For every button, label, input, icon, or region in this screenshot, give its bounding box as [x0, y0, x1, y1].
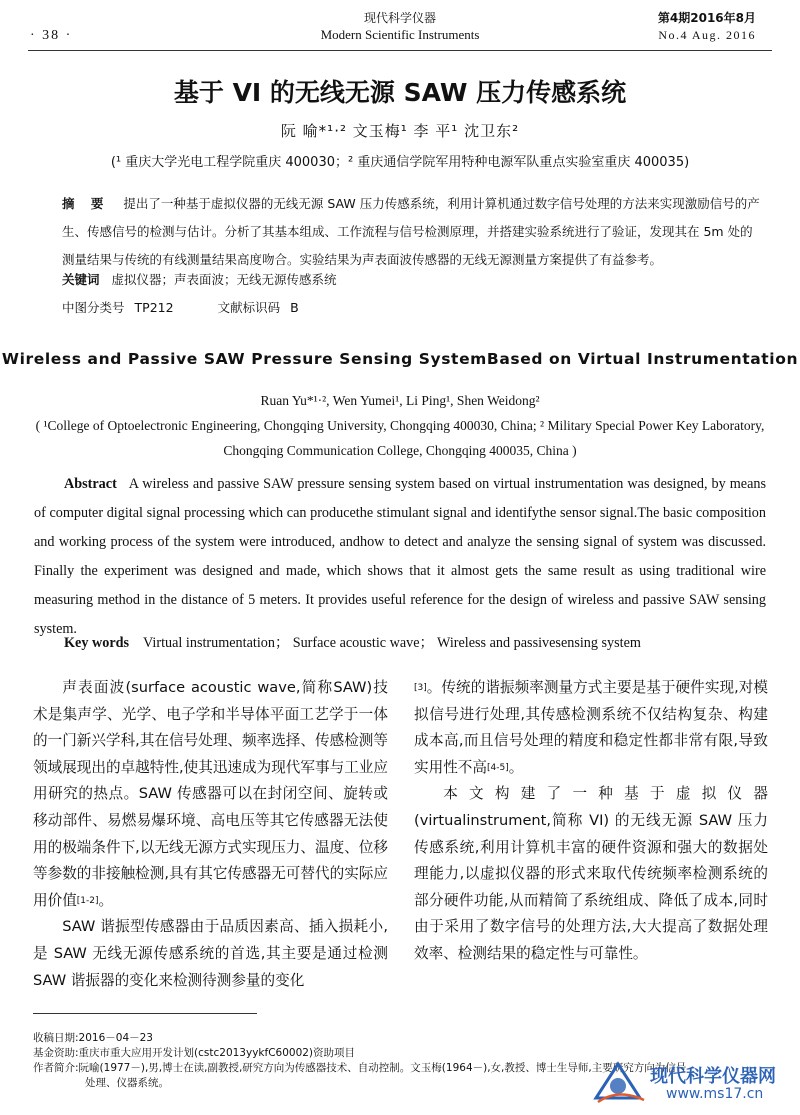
keywords-cn-text: 虚拟仪器；声表面波；无线无源传感系统 [111, 272, 337, 287]
classification-value: TP212 [134, 300, 174, 315]
body-text: 。传统的谐振频率测量方式主要是基于硬件实现,对模拟信号进行处理,其传感检测系统不仅结构复杂、构建成本高,而且信号处理的精度和稳定性都非常有限,导致实用性不高 [414, 679, 768, 776]
body-paragraph [414, 675, 768, 781]
keywords-cn-label: 关键词 [62, 272, 100, 287]
body-text: 本文构建了一种基于虚拟仪器(virtualinstrument,简称 VI) 的无线无源 SAW 压力传感系统,利用计算机丰富的硬件资源和强大的数据处理能力,以虚拟仪器的形式来取代传统频率检测系统的部分硬件功能,从而精简了系统组成、降低了成本,同时由于采用了数字信号的处理方法,大大提高了数据处理效率、检测结果的稳定性与可靠性。 [414, 785, 768, 962]
classification-cn [62, 298, 299, 316]
document-code-label: 文献标识码 [217, 300, 281, 315]
keywords-cn [62, 270, 337, 288]
keywords-en-label: Key words [64, 635, 130, 651]
body-paragraph [33, 914, 388, 994]
affiliation-cn: (¹ 重庆大学光电工程学院重庆 400030；² 重庆通信学院军用特种电源军队重点实验室重庆 400035) [110, 155, 690, 170]
abstract-cn-text: 提出了一种基于虚拟仪器的无线无源 SAW 压力传感系统，利用计算机通过数字信号处理的方法来实现激励信号的产生、传感信号的检测与估计。分析了其基本组成、工作流程与信号检测原理，并搭建实验系统进行了验证，发现其在 5m 处的测量结果与传统的有线测量结果高度吻合。实验结果为声表面波传感器的无线无源测量方案提供了有益参考。 [62, 196, 760, 267]
affiliation-en-line-1: ( ¹College of Optoelectronic Engineering, Chongqing University, Chongqing 400030, China; ² Military Special Power Key Laboratory, [35, 418, 765, 433]
journal-name-en: Modern Scientific Instruments [320, 27, 480, 42]
watermark-name: 现代科学仪器网 [650, 1066, 776, 1087]
abstract-en [34, 470, 766, 644]
citation: [1-2] [76, 895, 99, 906]
page-number: · 38 · [30, 28, 73, 43]
header-rule [28, 50, 772, 51]
abstract-cn-label: 摘 要 [62, 196, 110, 211]
watermark-url: www.ms17.cn [666, 1086, 764, 1102]
keywords-en [64, 632, 641, 652]
authors-en: Ruan Yu*¹·², Wen Yumei¹, Li Ping¹, Shen Weidong² [260, 393, 540, 408]
abstract-en-text: A wireless and passive SAW pressure sensing system based on virtual instrumentation was designed, by means of computer digital signal processing which can producethe stimulant signal and identifythe sensor signal.The basic composition and working process of the system were introduced, andhow to detect and analyze the sensing signal of system was discussed. Finally the experiment was designed and made, which shows that it almost gets the same result as using traditional wire measuring method in the distance of 5 meters. It provides useful reference for the design of wireless and passive SAW sensing system. [34, 476, 766, 637]
document-code-value: B [290, 300, 299, 315]
issue-cn: 第4期2016年8月 [657, 11, 756, 25]
footnote-rule [33, 1013, 257, 1014]
funding-note: 基金资助:重庆市重大应用开发计划(cstc2013yykfC60002)资助项目 [33, 1047, 356, 1059]
issue-en: No.4 Aug. 2016 [658, 28, 756, 42]
received-date: 收稿日期:2016－04－23 [33, 1032, 153, 1044]
abstract-cn [62, 190, 762, 274]
body-text: SAW 谐振型传感器由于品质因素高、插入损耗小,是 SAW 无线无源传感系统的首选,其主要是通过检测 SAW 谐振器的变化来检测待测参量的变化 [33, 918, 388, 989]
watermark-icon [588, 1058, 648, 1108]
keywords-en-text: Virtual instrumentation； Surface acoustic wave； Wireless and passivesensing system [143, 635, 641, 651]
body-paragraph [414, 781, 768, 967]
affiliation-en-line-2: Chongqing Communication College, Chongqing 400035, China ) [223, 443, 577, 458]
author-bio-continued: 处理、仪器系统。 [85, 1077, 169, 1089]
authors-cn: 阮 喻*¹·² 文玉梅¹ 李 平¹ 沈卫东² [280, 122, 520, 140]
citation: [4-5] [486, 762, 509, 773]
body-text: 声表面波(surface acoustic wave,简称SAW)技术是集声学、光学、电子学和半导体平面工艺学于一体的一门新兴学科,其在信号处理、频率选择、传感检测等领域展现出的卓越特性,使其迅速成为现代军事与工业应用研究的热点。SAW 传感器可以在封闭空间、旋转或移动部件、易燃易爆环境、高电压等其它传感器无法使用的极端条件下,以无线无源方式实现压力、温度、位移等参数的非接触检测,具有其它传感器无可替代的实际应用价值 [33, 679, 388, 909]
body-text: 。 [508, 758, 524, 776]
paper-title-cn: 基于 VI 的无线无源 SAW 压力传感系统 [173, 78, 627, 107]
author-bio: 作者简介:阮喻(1977－),男,博士在读,副教授,研究方向为传感器技术、自动控制。文玉梅(1964－),女,教授、博士生导师,主要研究方向为信号 [33, 1062, 687, 1074]
abstract-en-label: Abstract [64, 476, 117, 492]
classification-label: 中图分类号 [62, 300, 125, 315]
body-column-right [414, 675, 768, 968]
body-column-left [33, 675, 388, 994]
watermark-logo [588, 1058, 788, 1108]
body-paragraph [33, 675, 388, 914]
journal-name-cn: 现代科学仪器 [363, 11, 436, 25]
citation: [3] [414, 683, 427, 693]
body-text: 。 [98, 891, 114, 909]
paper-title-en: Wireless and Passive SAW Pressure Sensing SystemBased on Virtual Instrumentation [1, 350, 799, 368]
